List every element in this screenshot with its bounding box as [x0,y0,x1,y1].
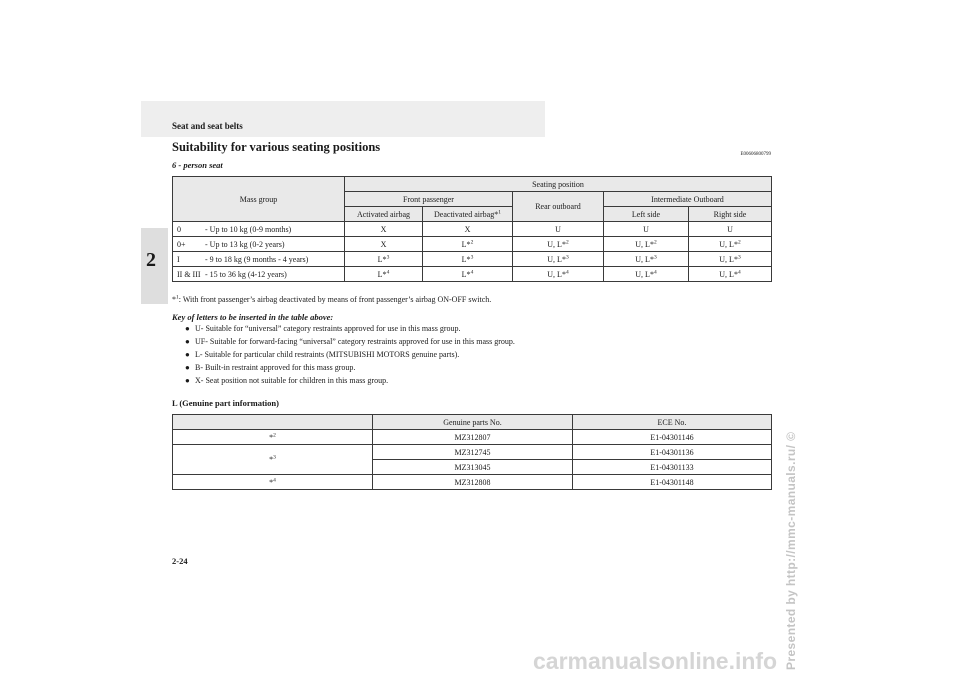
table-cell: U, L*$^2$ [513,237,604,252]
ece-no-cell: E1-04301148 [573,475,772,490]
seating-suitability-table [172,176,772,282]
right-side-header: Right side [689,207,772,222]
table-row [173,222,772,237]
parts-no-cell: MZ313045 [373,460,573,475]
table-cell: U, L*$^3$ [689,252,772,267]
page-title: Suitability for various seating positions [172,140,381,154]
bullet-icon: ● [185,363,190,372]
table-cell: U, L*$^4$ [604,267,689,282]
footnote-ref-cell: *$^3$ [173,445,373,475]
seating-position-header: Seating position [345,177,772,192]
table-cell: U, L*$^4$ [689,267,772,282]
table-row [173,475,772,490]
table-cell: X [345,237,423,252]
bullet-icon: ● [185,337,190,346]
ece-no-header: ECE No. [573,415,772,430]
footer-watermark: carmanualsonline.info [533,648,778,674]
table-row [173,252,772,267]
mass-group-cell: I - 9 to 18 kg (9 months - 4 years) [173,252,345,267]
seat-subtitle: 6 - person seat [172,160,223,170]
genuine-parts-table [172,414,772,490]
mass-group-cell: 0+ - Up to 13 kg (0-2 years) [173,237,345,252]
list-item: ● X- Seat position not suitable for children in this mass group. [185,376,389,385]
ece-no-cell: E1-04301136 [573,445,772,460]
table-cell: U, L*$^2$ [689,237,772,252]
intermediate-outboard-header: Intermediate Outboard [604,192,772,207]
header-band [141,101,545,137]
ece-no-cell: E1-04301133 [573,460,772,475]
list-item: ● U- Suitable for “universal” category restraints approved for use in this mass group. [185,324,461,333]
genuine-part-title: L (Genuine part information) [172,398,279,408]
table-cell: U, L*$^2$ [604,237,689,252]
blank-header [173,415,373,430]
table-cell: U, L*$^3$ [513,252,604,267]
mass-group-header: Mass group [173,177,345,222]
front-passenger-header: Front passenger [345,192,513,207]
list-item: ● B- Built-in restraint approved for this mass group. [185,363,356,372]
parts-no-cell: MZ312807 [373,430,573,445]
airbag-footnote: *$^1$: With front passenger’s airbag deactivated by means of front passenger’s airbag ON-OFF switch. [172,294,492,304]
ece-no-cell: E1-04301146 [573,430,772,445]
left-side-header: Left side [604,207,689,222]
table-cell: U, L*$^4$ [513,267,604,282]
bullet-icon: ● [185,376,190,385]
parts-no-cell: MZ312808 [373,475,573,490]
table-row [173,430,772,445]
deactivated-airbag-header: Deactivated airbag*$^1$ [423,207,513,222]
table-cell: U, L*$^3$ [604,252,689,267]
side-watermark: Presented by http://mmc-manuals.ru/ © [784,431,798,670]
parts-no-cell: MZ312745 [373,445,573,460]
bullet-icon: ● [185,350,190,359]
table-cell: L*$^3$ [423,252,513,267]
list-item: ● UF- Suitable for forward-facing “universal” category restraints approved for use in this mass group. [185,337,515,346]
key-list [185,322,515,387]
table-cell: L*$^3$ [345,252,423,267]
table-cell: L*$^4$ [345,267,423,282]
mass-group-cell: 0 - Up to 10 kg (0-9 months) [173,222,345,237]
table-cell: X [345,222,423,237]
mass-group-cell: II & III - 15 to 36 kg (4-12 years) [173,267,345,282]
table-row [173,445,772,460]
table-cell: X [423,222,513,237]
activated-airbag-header: Activated airbag [345,207,423,222]
bullet-icon: ● [185,324,190,333]
chapter-number: 2 [146,249,156,271]
table-cell: U [513,222,604,237]
table-cell: L*$^4$ [423,267,513,282]
section-label: Seat and seat belts [172,121,243,131]
page-number: 2-24 [172,556,188,566]
rear-outboard-header: Rear outboard [513,192,604,222]
table-cell: L*$^2$ [423,237,513,252]
footnote-ref-cell: *$^4$ [173,475,373,490]
parts-no-header: Genuine parts No. [373,415,573,430]
footnote-ref-cell: *$^2$ [173,430,373,445]
document-code: E00606800799 [740,152,771,157]
list-item: ● L- Suitable for particular child restraints (MITSUBISHI MOTORS genuine parts). [185,350,460,359]
table-row [173,267,772,282]
table-row [173,237,772,252]
table-cell: U [689,222,772,237]
key-title: Key of letters to be inserted in the table above: [172,312,334,322]
table-cell: U [604,222,689,237]
